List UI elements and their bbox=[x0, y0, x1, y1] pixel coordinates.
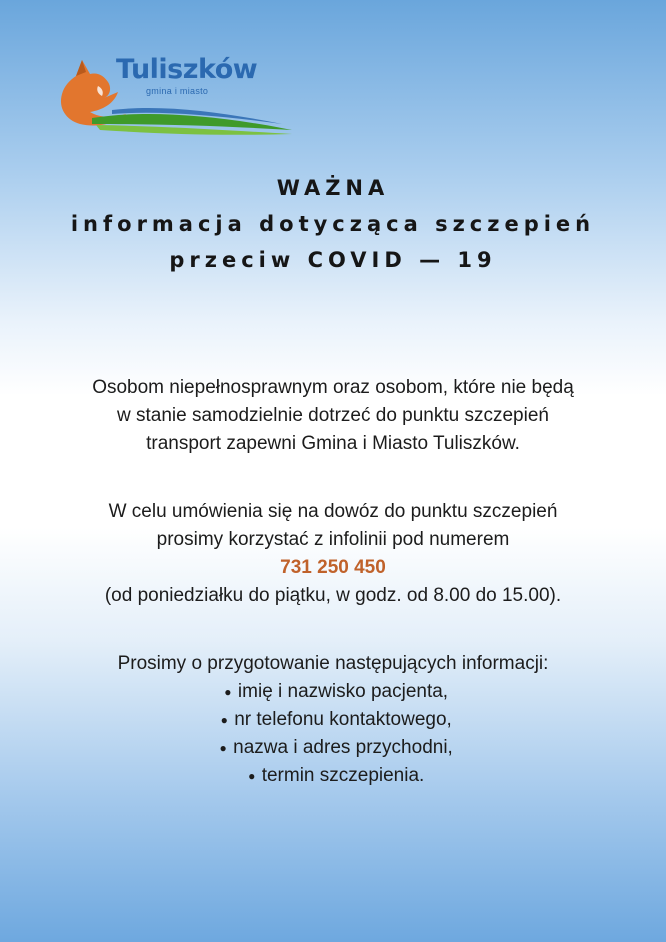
required-info-paragraph bbox=[0, 650, 666, 790]
paragraph1-line-3: transport zapewni Gmina i Miasto Tuliszków. bbox=[146, 433, 520, 454]
list-item: ● termin szczepienia. bbox=[0, 762, 666, 790]
transport-paragraph bbox=[0, 374, 666, 458]
bullet-icon: ● bbox=[224, 685, 232, 699]
hotline-phone-number: 731 250 450 bbox=[280, 557, 386, 578]
headline-line-3: przeciw COVID — 19 bbox=[169, 248, 497, 272]
bullet-icon: ● bbox=[219, 741, 227, 756]
paragraph2-line-1: W celu umówienia się na dowóz do punktu szczepień bbox=[108, 501, 558, 522]
required-info-list bbox=[0, 678, 666, 790]
logo-subtitle: gmina i miasto bbox=[146, 86, 209, 96]
paragraph3-intro: Prosimy o przygotowanie następujących informacji: bbox=[117, 653, 549, 674]
list-item: ● imię i nazwisko pacjenta, bbox=[0, 678, 666, 706]
headline-line-1: WAŻNA bbox=[276, 176, 390, 200]
headline bbox=[0, 170, 666, 278]
bullet-icon: ● bbox=[248, 769, 256, 784]
tuliszkow-logo bbox=[52, 52, 302, 142]
logo-name: Tuliszków bbox=[116, 54, 258, 85]
paragraph2-line-4: (od poniedziałku do piątku, w godz. od 8.00 do 15.00). bbox=[104, 585, 562, 606]
paragraph1-line-2: w stanie samodzielnie dotrzeć do punktu szczepień bbox=[117, 405, 549, 426]
list-item: ● nr telefonu kontaktowego, bbox=[0, 706, 666, 734]
paragraph1-line-1: Osobom niepełnosprawnym oraz osobom, które nie będą bbox=[92, 377, 574, 398]
headline-line-2: informacja dotycząca szczepień bbox=[70, 212, 596, 236]
paragraph2-line-2: prosimy korzystać z infolinii pod numerem bbox=[156, 529, 510, 550]
hotline-paragraph bbox=[0, 498, 666, 610]
bullet-icon: ● bbox=[220, 713, 228, 728]
list-item: ● nazwa i adres przychodni, bbox=[0, 734, 666, 762]
